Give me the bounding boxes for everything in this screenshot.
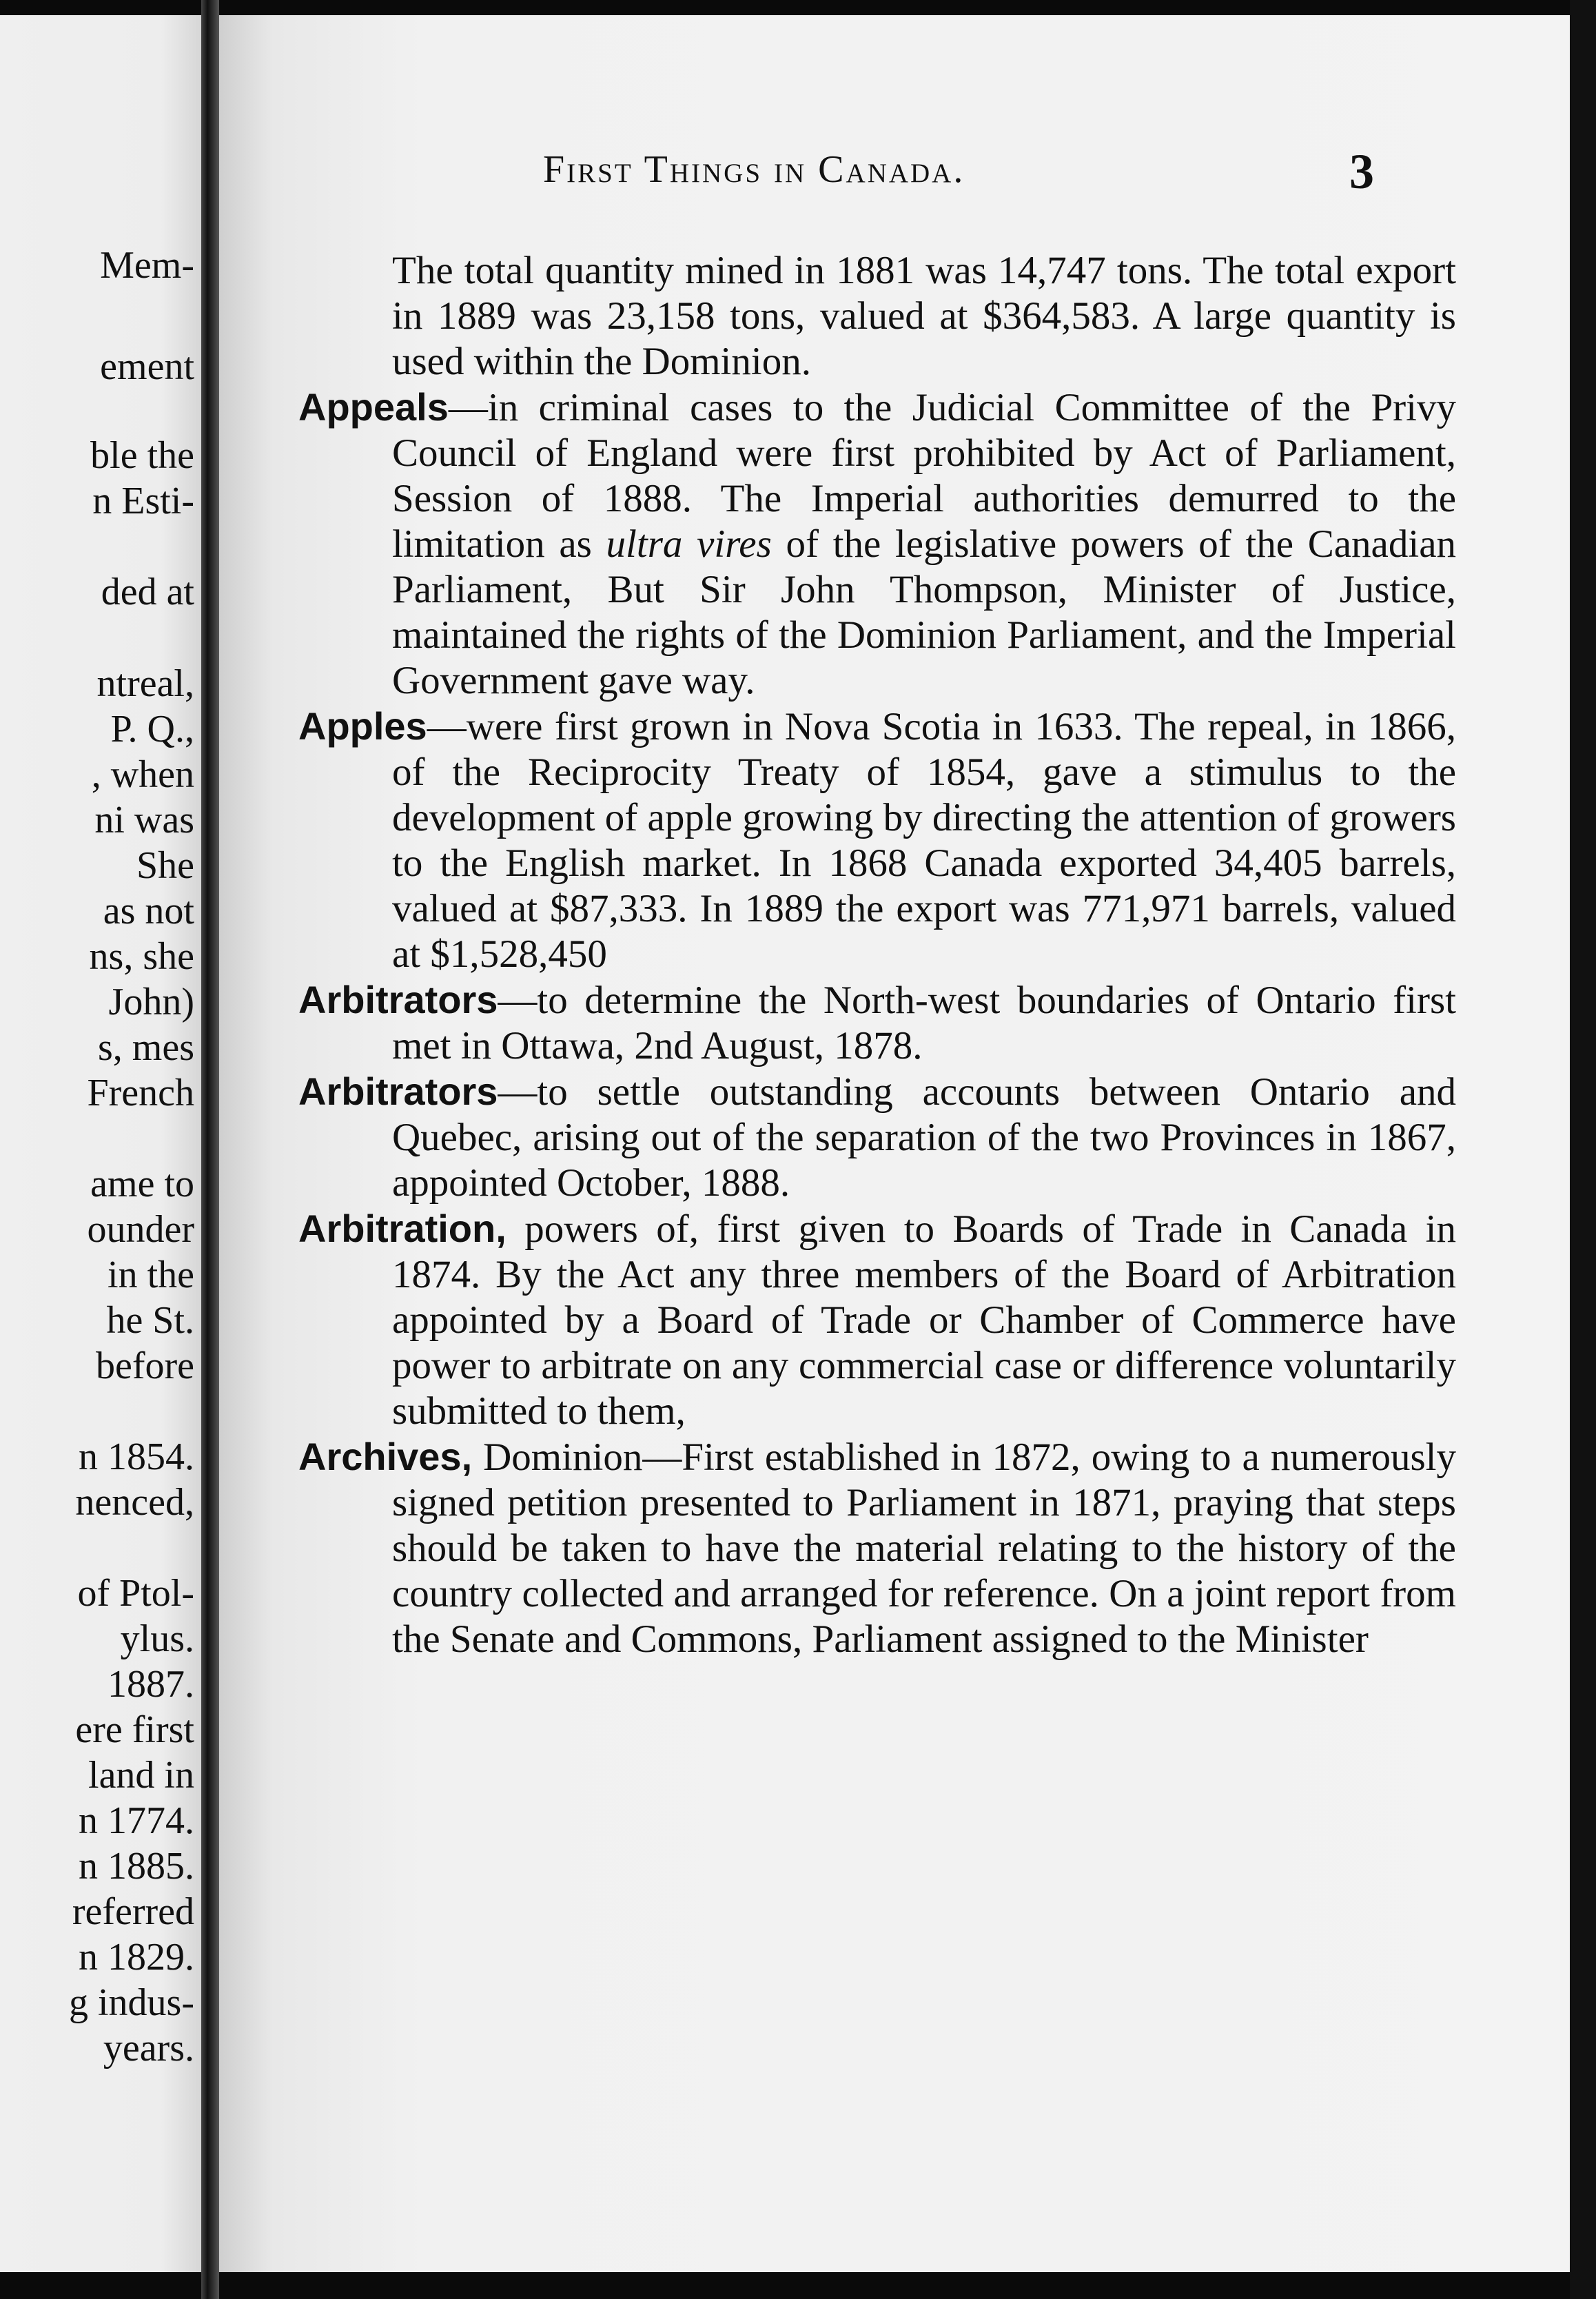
entry-term: Arbitrators [298, 1070, 498, 1113]
left-page-fragment: P. Q., [110, 708, 194, 750]
entry-term: Appeals [298, 385, 449, 429]
left-page-fragment: n 1774. [79, 1799, 194, 1842]
left-page-fragment: ame to [90, 1163, 194, 1205]
entry-text: of the legislative powers of the Canadian Parliament, But Sir John Thompson, Minister of Justice, maintained the rights of the Dominion Parliament, and the Imperial Government gave way. [392, 522, 1456, 702]
entry-italic-text: ultra vires [606, 522, 772, 566]
left-page-fragment: of Ptol- [77, 1572, 194, 1615]
entry-text: Dominion—First established in 1872, owing to a numerously signed petition presented to Parliament in 1871, praying that steps should be taken to have the material relating to the history of the country collected and arranged for reference. On a joint report from the Senate and Commons, Parliament assigned to the Minister [392, 1435, 1456, 1661]
left-page-fragment: John) [108, 981, 194, 1023]
left-page-fragment: ntreal, [96, 662, 194, 705]
left-page-fragment: n Esti- [92, 480, 194, 522]
left-page-fragment: he St. [106, 1299, 194, 1342]
left-page-fragment: nenced, [75, 1481, 194, 1524]
left-page-fragment: ement [100, 345, 194, 388]
right-page [219, 15, 1570, 2272]
left-page-fragment: s, mes [98, 1026, 194, 1069]
left-page-fragment: ni was [94, 799, 194, 841]
page-number: 3 [1349, 144, 1374, 199]
page-body [298, 248, 1456, 1662]
entry-term: Arbitrators [298, 978, 498, 1021]
entry-text: —to determine the North-west boundaries of Ontario first met in Ottawa, 2nd August, 1878. [392, 979, 1456, 1067]
left-page-fragment: Mem- [100, 244, 194, 287]
left-page-fragment: n 1885. [79, 1845, 194, 1888]
entry-apples [298, 704, 1456, 977]
left-page-fragment: 1887. [108, 1663, 194, 1706]
entry-term: Arbitration, [298, 1207, 507, 1250]
left-page-fragment: ere first [75, 1708, 194, 1751]
left-page [0, 15, 201, 2272]
left-page-fragment: ded at [101, 571, 194, 613]
left-page-fragment: as not [103, 890, 194, 932]
entry-arbitrators-accounts [298, 1069, 1456, 1206]
left-page-fragment: referred [72, 1890, 194, 1933]
left-page-fragment: before [95, 1345, 194, 1387]
entry-arbitration [298, 1206, 1456, 1434]
left-page-fragment: n 1829. [79, 1936, 194, 1979]
left-page-fragment: n 1854. [79, 1435, 194, 1478]
entry-term: Apples [298, 704, 427, 748]
left-page-fragment: ble the [90, 434, 194, 477]
entry-appeals [298, 385, 1456, 704]
entry-text: powers of, first given to Boards of Trade in Canada in 1874. By the Act any three members of the Board of Arbitration appointed by a Board of Trade or Chamber of Commerce have power to arbitrate on any commercial case or difference voluntarily submitted to them, [392, 1207, 1456, 1433]
entry-archives [298, 1434, 1456, 1662]
entry-text: —to settle outstanding accounts between Ontario and Quebec, arising out of the separation of the two Provinces in 1867, appointed October, 1888. [392, 1070, 1456, 1205]
running-head: First Things in Canada. [543, 148, 965, 191]
left-page-fragment: ounder [87, 1208, 194, 1251]
left-page-fragment: ylus. [120, 1617, 194, 1660]
left-page-fragment: years. [103, 2027, 194, 2070]
left-page-fragment: , when [91, 753, 194, 796]
entry-text: The total quantity mined in 1881 was 14,747 tons. The total export in 1889 was 23,158 tons, valued at $364,583. A large quantity is used within the Dominion. [392, 249, 1456, 383]
left-page-fragment: g indus- [69, 1981, 194, 2024]
entry-text: —were first grown in Nova Scotia in 1633. The repeal, in 1866, of the Reciprocity Treaty of 1854, gave a stimulus to the development of apple growing by directing the attention of growers to the English market. In 1868 Canada exported 34,405 barrels, valued at $87,333. In 1889 the export was 771,971 barrels, valued at $1,528,450 [392, 705, 1456, 976]
left-page-fragment: ns, she [89, 935, 194, 978]
entry-arbitrators-boundaries [298, 977, 1456, 1069]
left-page-fragment: in the [108, 1254, 194, 1296]
left-page-fragment: She [136, 844, 194, 887]
scan-border [1570, 0, 1596, 2299]
book-gutter [201, 0, 219, 2299]
left-page-fragment: French [87, 1072, 194, 1114]
left-page-fragment: land in [88, 1754, 194, 1797]
entry-term: Archives, [298, 1435, 473, 1478]
entry-continuation [298, 248, 1456, 385]
entry-text: —in criminal cases to the Judicial Committee of the Privy Council of England were first prohibited by Act of Parliament, Session of 1888. The Imperial authorities demurred to the limitation as [392, 386, 1456, 566]
